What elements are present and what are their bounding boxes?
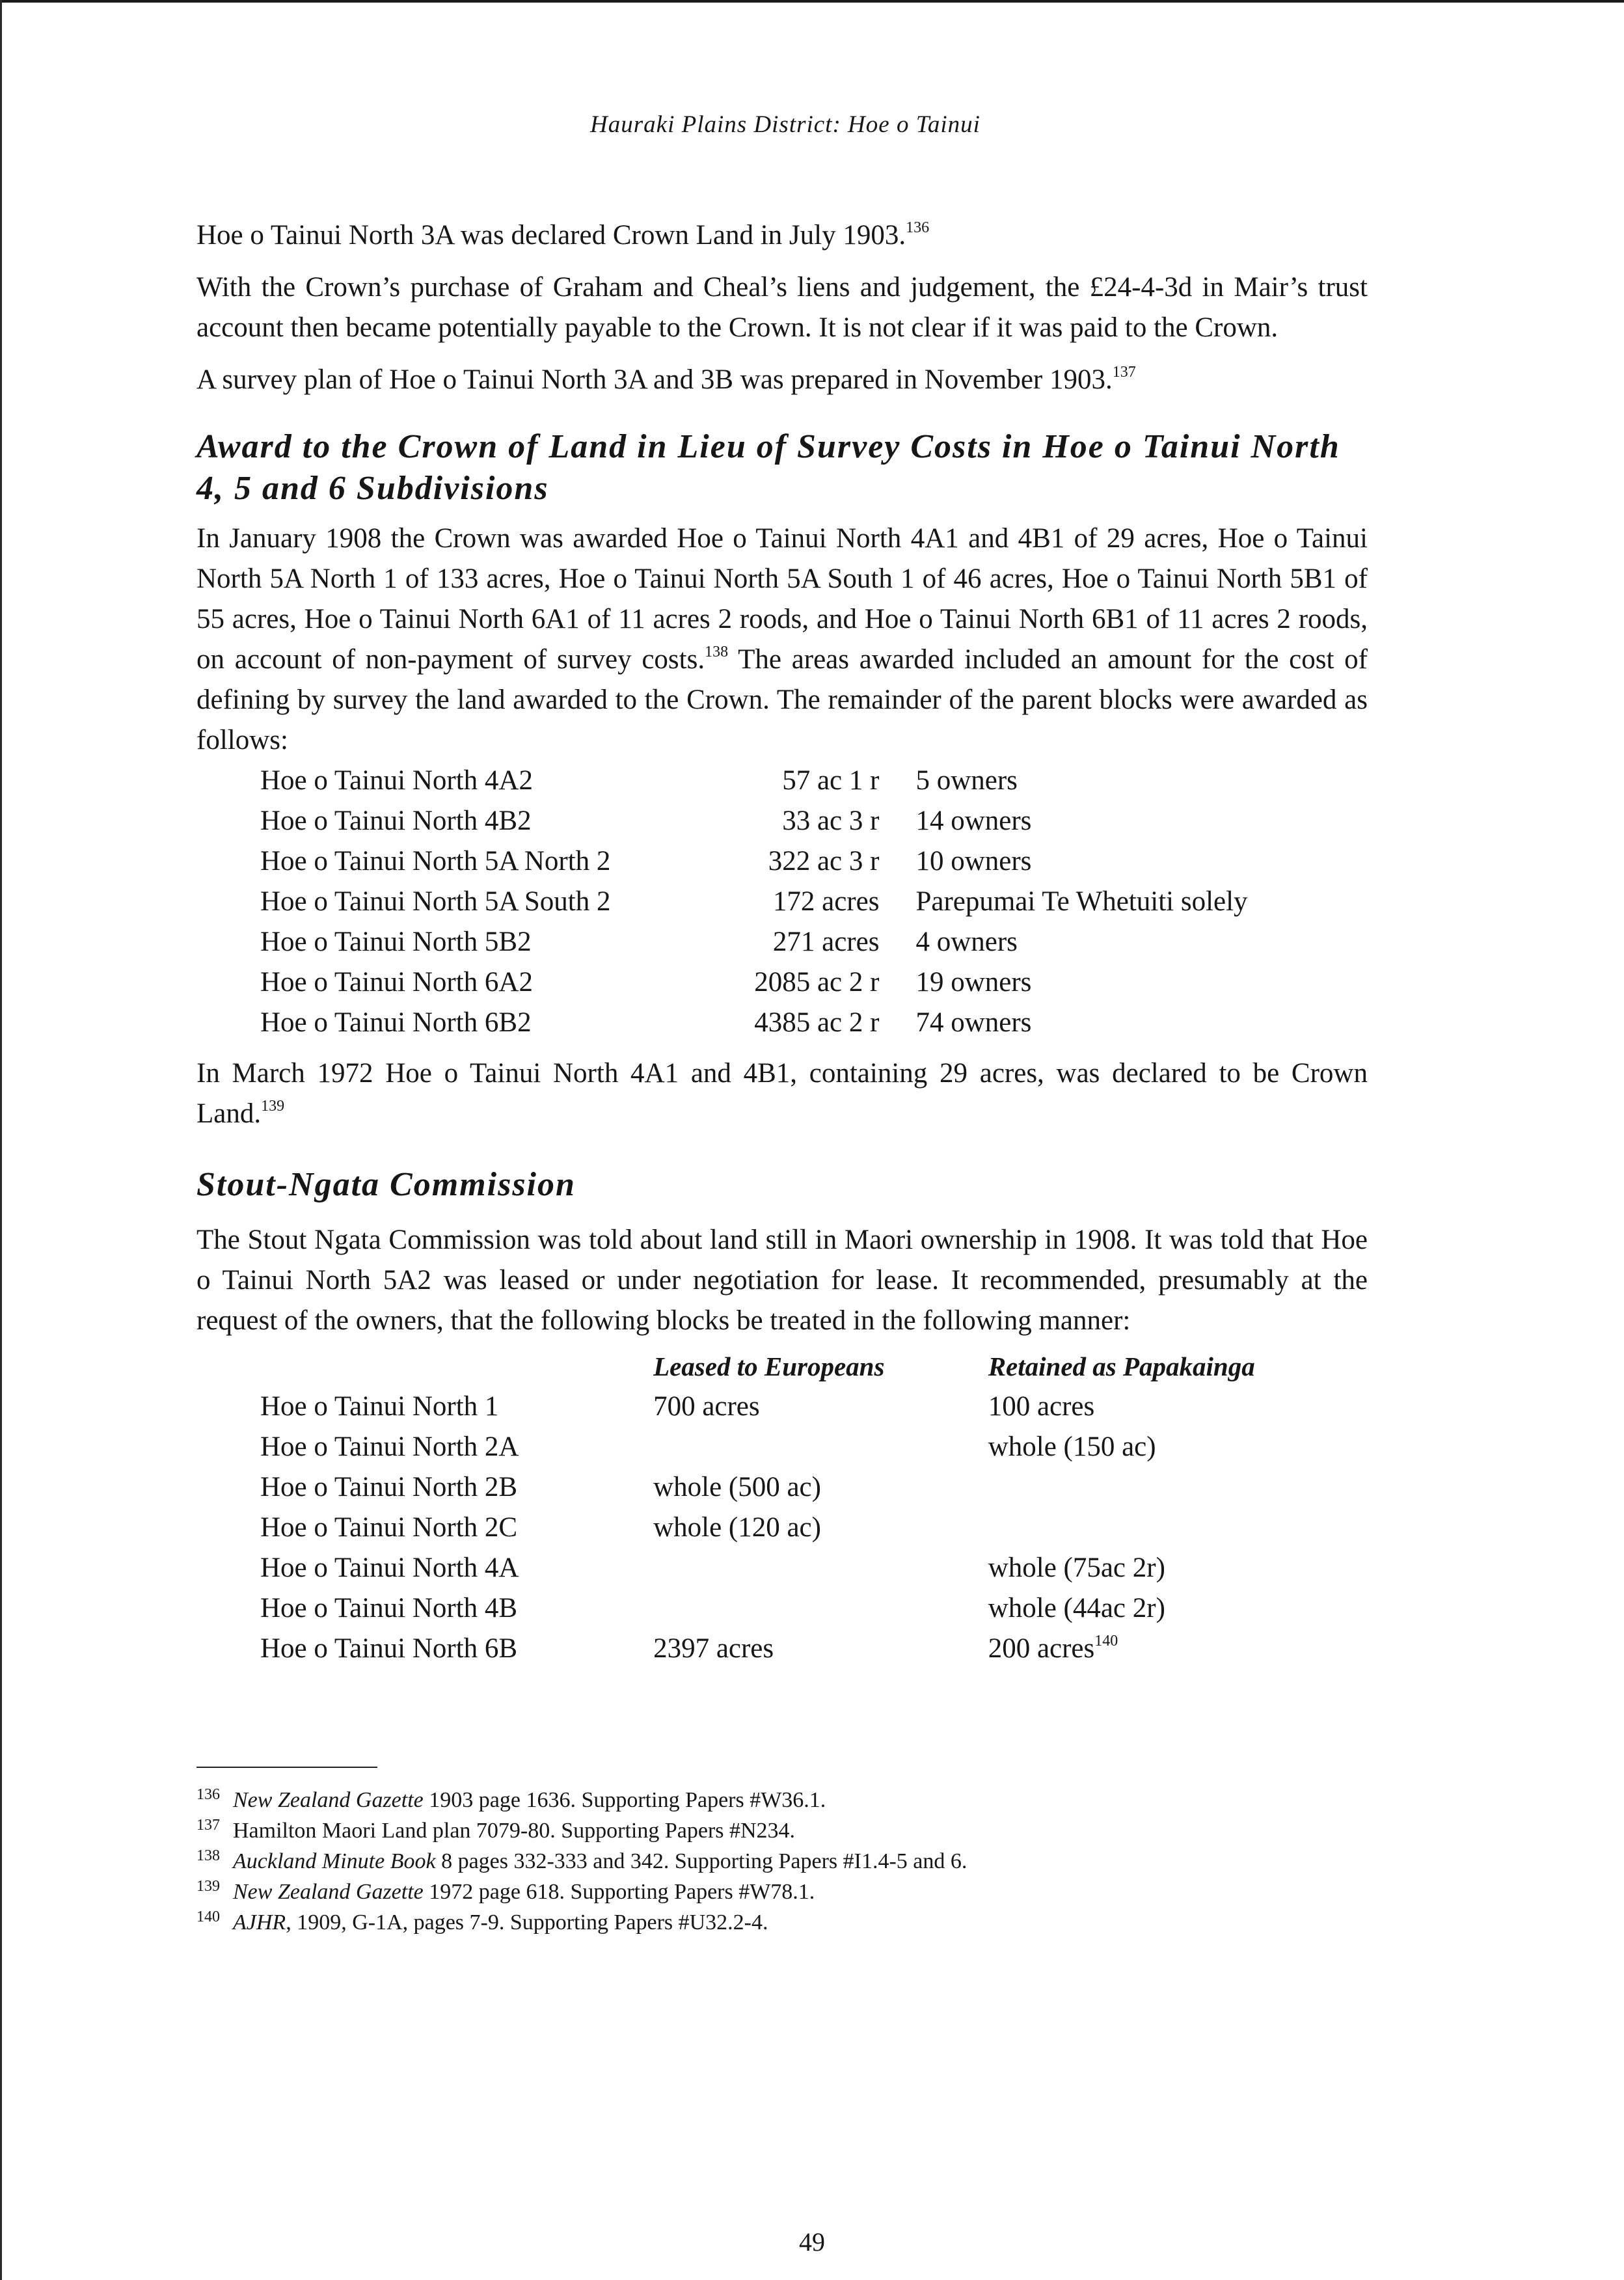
commission-row (260, 1387, 1368, 1427)
footnote-source-title: Auckland Minute Book (233, 1849, 436, 1873)
paragraph-crown-land-1903: Hoe o Tainui North 3A was declared Crown Land in July 1903.$^{136}$ (196, 219, 930, 251)
commission-retained: whole (44ac 2r) (988, 1593, 1165, 1623)
commission-leased: whole (500 ac) (653, 1472, 821, 1502)
commission-row (260, 1588, 1368, 1629)
parent-block-row (260, 841, 1368, 882)
commission-row (260, 1508, 1368, 1548)
commission-block-name: Hoe o Tainui North 1 (260, 1391, 499, 1422)
footnote-137 (196, 1813, 1368, 1843)
commission-retained: whole (75ac 2r) (988, 1553, 1165, 1583)
footnote-number: 139 (196, 1878, 220, 1895)
block-area: 33 ac 3 r (782, 806, 880, 836)
paragraph-stout-ngata: The Stout Ngata Commission was told about land still in Maori ownership in 1908. It was told that Hoe o Tainui North 5A2 was leased or under negotiation for lease. It recommended, presumably at the request of the owners, that the following blocks be treated in the following manner: (196, 1225, 1368, 1336)
commission-retained: 200 acres$^{140}$ (988, 1633, 1118, 1664)
footnote-source-title: New Zealand Gazette (233, 1788, 424, 1812)
page-edge-top (0, 0, 1624, 3)
block-name: Hoe o Tainui North 6B2 (260, 1007, 532, 1038)
footnote-source-title: AJHR (233, 1910, 286, 1934)
paragraph-trust-account: With the Crown’s purchase of Graham and Cheal’s liens and judgement, the £24-4-3d in Mair’s trust account then became potentially payable to the Crown. It is not clear if it was paid to the Crown. (196, 272, 1368, 343)
commission-leased: 2397 acres (653, 1633, 774, 1664)
footnote-140 (196, 1905, 1368, 1935)
parent-block-row (260, 882, 1368, 922)
commission-block-name: Hoe o Tainui North 4B (260, 1593, 518, 1623)
block-area: 271 acres (772, 927, 880, 957)
footnote-139 (196, 1874, 1368, 1905)
commission-header-leased: Leased to Europeans (653, 1351, 885, 1381)
footnote-number: 138 (196, 1847, 220, 1864)
block-area: 2085 ac 2 r (754, 967, 880, 998)
parent-block-row (260, 962, 1368, 1003)
block-owners: 5 owners (915, 765, 1018, 796)
commission-leased (653, 1548, 988, 1588)
footnote-text: Hamilton Maori Land plan 7079-80. Supporting Papers #N234. (233, 1819, 796, 1843)
page-content (196, 98, 1368, 1935)
commission-header-block (260, 1346, 653, 1387)
block-name: Hoe o Tainui North 5A South 2 (260, 886, 611, 917)
parent-block-row (260, 1003, 1368, 1043)
footnotes (196, 1782, 1368, 1935)
footnote-text: 1972 page 618. Supporting Papers #W78.1. (423, 1880, 815, 1904)
block-area: 4385 ac 2 r (754, 1007, 880, 1038)
commission-row (260, 1427, 1368, 1467)
parent-block-row (260, 922, 1368, 962)
block-name: Hoe o Tainui North 5B2 (260, 927, 532, 957)
footnote-ref-136[interactable]: 136 (906, 219, 930, 236)
footnote-number: 136 (196, 1786, 220, 1803)
commission-table-header (260, 1346, 1368, 1387)
footnote-text: , 1909, G-1A, pages 7-9. Supporting Papers #U32.2-4. (286, 1910, 768, 1934)
footnote-text: 1903 page 1636. Supporting Papers #W36.1. (423, 1788, 826, 1812)
paragraph-january-1908-award: In January 1908 the Crown was awarded Hoe o Tainui North 4A1 and 4B1 of 29 acres, Hoe o Tainui North 5A North 1 of 133 acres, Hoe o Tainui North 5A South 1 of 46 acres, Hoe o Tainui North 5B1 of 55 acres, Hoe o Tainui North 6A1 of 11 acres 2 roods, and Hoe o Tainui North 6B1 of 11 acres 2 roods, on account of non-payment of survey costs.$^{138}$ The areas awarded included an amount for the cost of defining by survey the land awarded to the Crown. The remainder of the parent blocks were awarded as follows: (196, 523, 1368, 755)
commission-leased (653, 1427, 988, 1467)
block-area: 57 ac 1 r (782, 765, 880, 796)
parent-block-row (260, 761, 1368, 801)
block-owners: 10 owners (915, 846, 1032, 876)
commission-retained (988, 1467, 1368, 1508)
footnote-rule (196, 1767, 377, 1768)
commission-table (260, 1346, 1368, 1669)
block-owners: 4 owners (915, 927, 1018, 957)
block-owners: 19 owners (915, 967, 1032, 998)
block-owners: Parepumai Te Whetuiti solely (915, 886, 1248, 917)
footnote-text: 8 pages 332-333 and 342. Supporting Papers #I1.4-5 and 6. (435, 1849, 968, 1873)
footnote-136 (196, 1782, 1368, 1813)
block-area: 172 acres (772, 886, 880, 917)
commission-block-name: Hoe o Tainui North 2B (260, 1472, 518, 1502)
paragraph-survey-plan: A survey plan of Hoe o Tainui North 3A and 3B was prepared in November 1903.$^{137}$ (196, 364, 1136, 395)
commission-retained: whole (150 ac) (988, 1432, 1156, 1462)
page-number: 49 (799, 2227, 825, 2257)
commission-header-retained: Retained as Papakainga (988, 1351, 1255, 1381)
footnote-number: 140 (196, 1908, 220, 1925)
parent-block-row (260, 801, 1368, 841)
commission-row (260, 1548, 1368, 1588)
paragraph-march-1972: In March 1972 Hoe o Tainui North 4A1 and 4B1, containing 29 acres, was declared to be Crown Land.$^{139}$ (196, 1058, 1368, 1129)
commission-block-name: Hoe o Tainui North 2C (260, 1512, 518, 1543)
commission-retained (988, 1508, 1368, 1548)
footnote-number: 137 (196, 1817, 220, 1834)
block-name: Hoe o Tainui North 6A2 (260, 967, 533, 998)
parent-blocks-table (260, 761, 1368, 1043)
footnote-source-title: New Zealand Gazette (233, 1880, 424, 1904)
footnote-138 (196, 1843, 1368, 1874)
commission-row (260, 1629, 1368, 1669)
running-head: Hauraki Plains District: Hoe o Tainui (590, 111, 981, 138)
commission-retained: 100 acres (988, 1391, 1095, 1422)
block-area: 322 ac 3 r (768, 846, 880, 876)
footnote-ref-137[interactable]: 137 (1112, 364, 1136, 381)
commission-leased (653, 1588, 988, 1629)
section-heading-survey-costs: Award to the Crown of Land in Lieu of Survey Costs in Hoe o Tainui North 4, 5 and 6 Subdivisions (196, 428, 1340, 507)
block-name: Hoe o Tainui North 4B2 (260, 806, 532, 836)
commission-block-name: Hoe o Tainui North 4A (260, 1553, 519, 1583)
commission-leased: 700 acres (653, 1391, 760, 1422)
commission-block-name: Hoe o Tainui North 6B (260, 1633, 518, 1664)
page-edge-left (0, 0, 2, 2280)
section-heading-stout-ngata: Stout-Ngata Commission (196, 1166, 576, 1203)
block-name: Hoe o Tainui North 4A2 (260, 765, 533, 796)
commission-row (260, 1467, 1368, 1508)
block-owners: 74 owners (915, 1007, 1032, 1038)
footnote-ref-138[interactable]: 138 (705, 644, 729, 660)
block-name: Hoe o Tainui North 5A North 2 (260, 846, 611, 876)
commission-leased: whole (120 ac) (653, 1512, 821, 1543)
commission-block-name: Hoe o Tainui North 2A (260, 1432, 519, 1462)
footnote-ref-140[interactable]: 140 (1094, 1633, 1118, 1649)
footnote-ref-139[interactable]: 139 (261, 1098, 285, 1115)
block-owners: 14 owners (915, 806, 1032, 836)
